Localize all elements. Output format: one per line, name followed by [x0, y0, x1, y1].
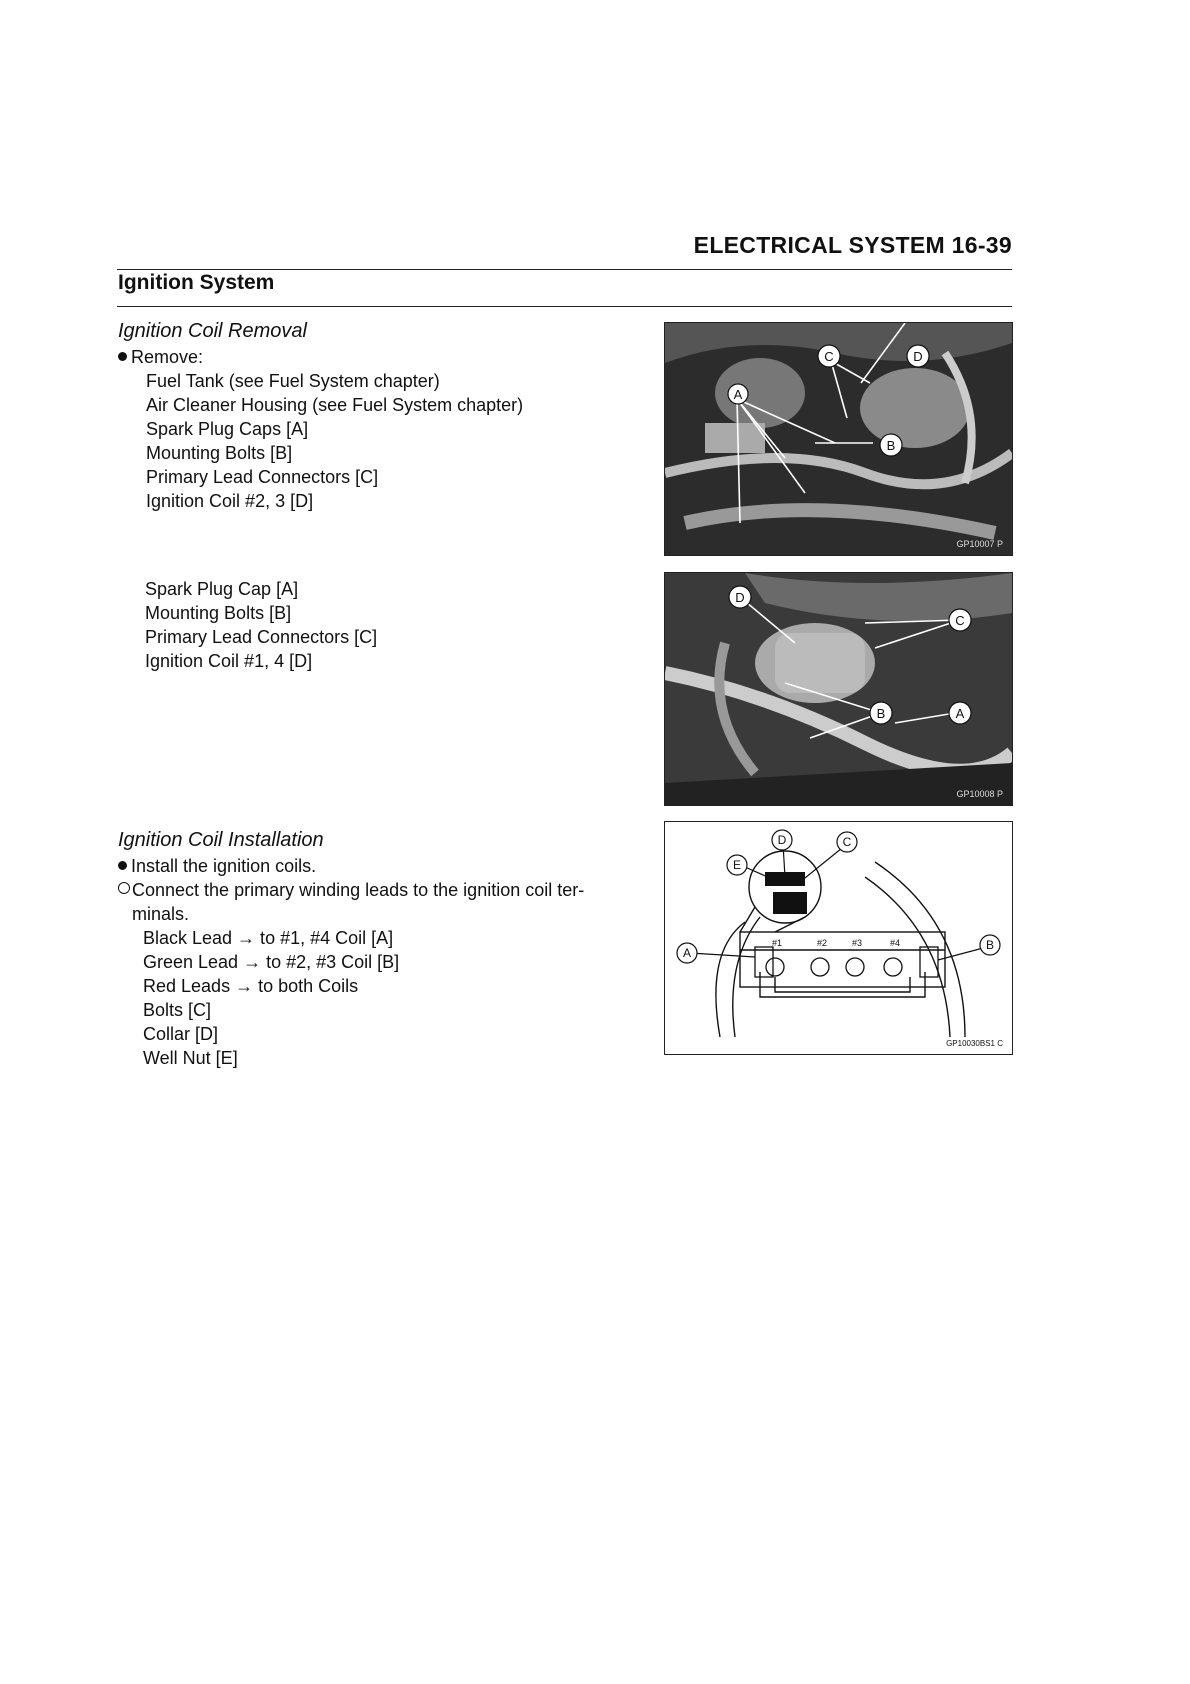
figure-photo-coil-1-4 [664, 572, 1013, 806]
list-item: Mounting Bolts [B] [146, 443, 293, 463]
removal-list-2 [145, 577, 377, 673]
fig2-label-b: B [876, 706, 886, 721]
fig2-label-d: D [735, 590, 745, 605]
list-item: Well Nut [E] [143, 1048, 238, 1068]
fig2-label-a: A [955, 706, 965, 721]
fig3-code: GP10030BS1 C [946, 1039, 1003, 1048]
installation-note-line1: Connect the primary winding leads to the ignition coil ter- [132, 880, 585, 900]
list-item: Red Leads → to both Coils [143, 976, 359, 996]
list-item: Fuel Tank (see Fuel System chapter) [146, 371, 440, 391]
installation-note-line2: minals. [132, 904, 190, 924]
section-rule [117, 306, 1012, 307]
open-bullet-icon [118, 882, 130, 894]
list-item: Primary Lead Connectors [C] [145, 627, 378, 647]
fig3-label-a: A [682, 946, 692, 960]
fig1-label-c: C [824, 349, 834, 364]
fig2-code: GP10008 P [956, 789, 1003, 799]
installation-note [118, 878, 584, 902]
fig1-label-b: B [886, 438, 896, 453]
list-item: Ignition Coil #1, 4 [D] [145, 651, 313, 671]
installation-list [143, 926, 399, 1070]
list-item: Green Lead → to #2, #3 Coil [B] [143, 952, 400, 972]
fig2-label-c: C [955, 613, 965, 628]
fig1-label-d: D [913, 349, 923, 364]
cyl-3-label: #3 [851, 938, 863, 948]
page-header: ELECTRICAL SYSTEM 16-39 [693, 232, 1012, 258]
removal-bullet [118, 345, 203, 369]
list-item: Mounting Bolts [B] [145, 603, 292, 623]
fig3-label-c: C [842, 835, 852, 849]
installation-bullet [118, 854, 316, 878]
fig3-label-b: B [985, 938, 995, 952]
list-item: Spark Plug Cap [A] [145, 579, 299, 599]
list-item: Air Cleaner Housing (see Fuel System chapter) [146, 395, 524, 415]
removal-list-1 [146, 369, 523, 513]
fig1-code: GP10007 P [956, 539, 1003, 549]
list-item: Primary Lead Connectors [C] [146, 467, 379, 487]
fig3-label-e: E [732, 858, 742, 872]
installation-bullet-text: Install the ignition coils. [131, 856, 317, 876]
list-item: Black Lead → to #1, #4 Coil [A] [143, 928, 394, 948]
bullet-icon [118, 861, 127, 870]
list-item: Ignition Coil #2, 3 [D] [146, 491, 314, 511]
installation-heading: Ignition Coil Installation [118, 829, 324, 851]
header-rule [117, 269, 1012, 270]
list-item: Bolts [C] [143, 1000, 212, 1020]
figure-photo-coil-2-3 [664, 322, 1013, 556]
bullet-icon [118, 352, 127, 361]
removal-heading: Ignition Coil Removal [118, 320, 307, 342]
list-item: Collar [D] [143, 1024, 219, 1044]
cyl-2-label: #2 [816, 938, 828, 948]
fig3-label-d: D [777, 833, 787, 847]
figure-diagram-installation [664, 821, 1013, 1055]
section-title: Ignition System [118, 271, 275, 294]
removal-bullet-text: Remove: [131, 347, 204, 367]
cyl-4-label: #4 [889, 938, 901, 948]
list-item: Spark Plug Caps [A] [146, 419, 309, 439]
cyl-1-label: #1 [771, 938, 783, 948]
fig1-label-a: A [733, 387, 743, 402]
